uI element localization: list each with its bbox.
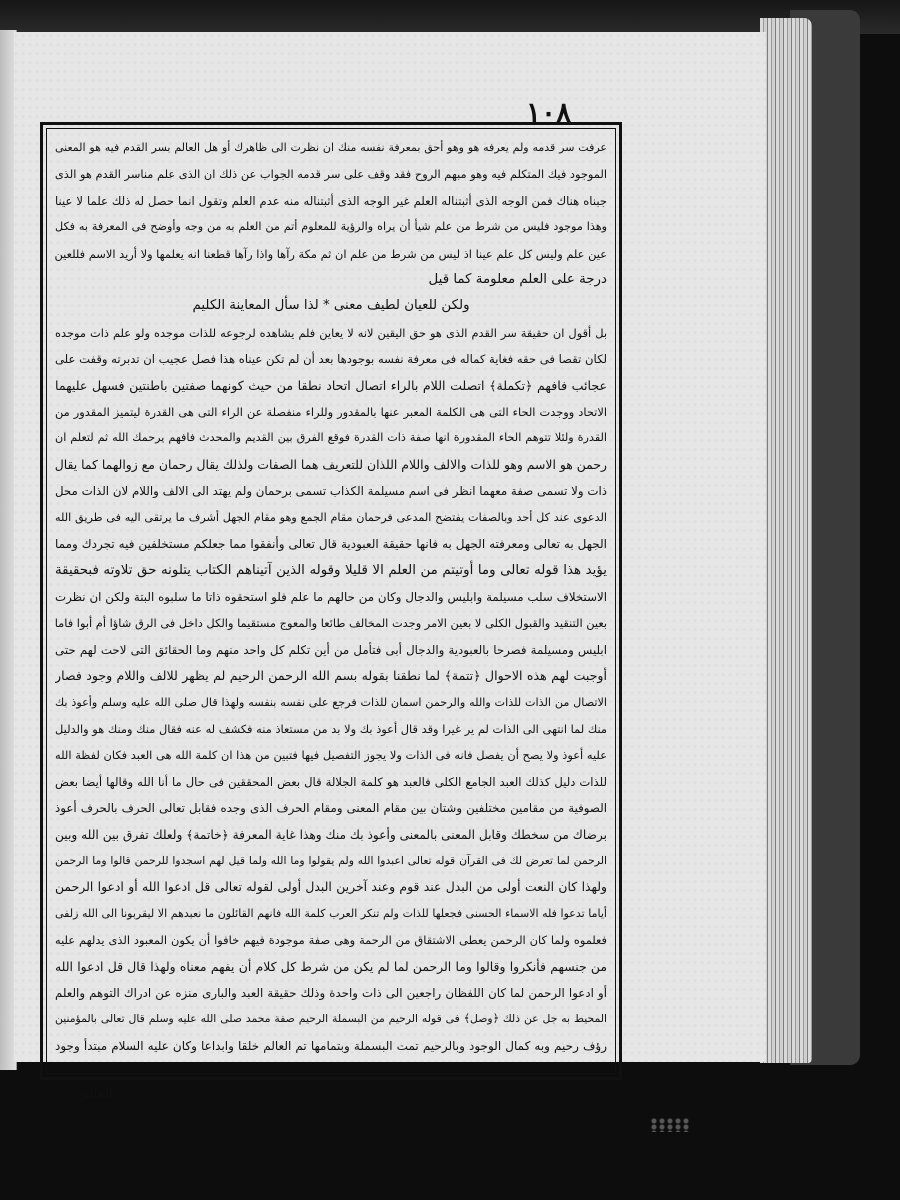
text-frame	[40, 122, 622, 1080]
text-line: فعلموه ولما كان الرحمن يعطى الاشتقاق من الرحمة وهى صفة موجودة فيهم خافوا أن يكون المعبود الذى يدلهم عليه	[55, 933, 607, 948]
text-line: الجهل به تعالى ومعرفته الجهل به فانها حقيقة العبودية قال تعالى وأنفقوا مما جعلكم مستخلفين فيه تجردك ومما	[55, 537, 607, 552]
text-line: القدرة ولئلا تتوهم الحاء المقدورة انها صفة ذات القدرة فوقع الفرق بين القديم والمحدث فافهم يرحمك الله ثم لتعلم ان	[55, 431, 607, 445]
text-line: الاتصال من الذات للذات والله والرحمن اسمان للذات فرجع على نفسه بنفسه ولهذا قال صلى الله عليه وسلم وأعوذ بك	[55, 695, 607, 709]
text-line: أو ادعوا الرحمن لما كان اللفظان راجعين الى ذات واحدة وذلك حقيقة العبد والبارى منزه عن ادراك التوهم والعلم	[55, 986, 607, 1000]
text-line: للذات دليل كذلك العبد الجامع الكلى فالعبد هو كلمة الجلالة قال بعض المحققين فى حال ما أنا الله وقالها أيضا بعض	[55, 774, 607, 789]
text-line: جبناه هناك فمن الوجه الذى أثبتناله العلم غير الوجه الذى أثبتناله منه عدم العلم وتقول انما حصل له ذلك علما لا عينا	[55, 193, 607, 208]
text-line: ابليس ومسيلمة فصرحا بالعبودية والدجال أبى فتأمل من أين تكلم كل واحد منهم وما الحقائق التى لاحت لهم حتى	[55, 642, 607, 657]
page-edges	[760, 18, 812, 1063]
text-line: عين علم وليس كل علم عينا اذ ليس من شرط من علم ان ثم مكة رآها واذا رآها قطعنا انه يعلمها ولا أريد الاسم فللعين	[55, 246, 607, 261]
text-line: أوجبت لهم هذه الاحوال ﴿تتمة﴾ لما نطقنا بقوله بسم الله الرحمن الرحيم لم يظهر للالف واللام وجود فصار	[55, 668, 607, 684]
text-line: ذات ولا تسمى صفة معهما انظر فى اسم مسيلمة الكذاب تسمى برحمان ولم يهتد الى الالف واللام لان الذات محل	[55, 484, 607, 499]
text-line: عجائب فافهم ﴿تكملة﴾ اتصلت اللام بالراء اتصال اتحاد نطقا من حيث كونهما صفتين باطنتين فسهل عليهما	[55, 377, 607, 393]
text-line: من جنسهم فأنكروا وقالوا وما الرحمن لما لم يكن من شرط كل كلام أن يفهم معناه ولهذا قال قل ادعوا الله	[55, 958, 607, 974]
catchword: العالم	[80, 1086, 113, 1102]
text-line: منك لما انتهى الى الذات لم ير غيرا وقد قال أعوذ بك ولا بد من مستعاذ منه فكشف له عنه فقال منك ومنك هو والدليل	[55, 721, 607, 736]
text-line: برضاك من سخطك وقابل المعنى بالمعنى وأعوذ بك منك وهذا غاية المعرفة ﴿خاتمة﴾ ولعلك تفرق بين الله وبين	[55, 827, 607, 842]
poem-verse: ولكن للعيان لطيف معنى * لذا سأل المعاينة الكليم	[192, 298, 470, 314]
text-line: الدعوى عند كل أحد وبالصفات يفتضح المدعى فرحمان مقام الجمع وهو مقام الجهل أشرف ما يرتقى اليه فى طريق الله	[55, 510, 607, 524]
paper-stain	[650, 1118, 690, 1132]
text-line: الصوفية من مقامين مختلفين وشتان بين مقام المعنى ومقام الحرف الذى وجده فقابل تعالى الحرف بالحرف أعوذ	[55, 801, 607, 816]
text-line: عليه أعوذ ولا يصح أن يفصل فانه فى الذات ولا يجوز التفصيل فيها فتبين من هذا ان كلمة الله هى العبد فكان لفظة الله	[55, 748, 607, 763]
text-line: رحمن هو الاسم وهو للذات والالف واللام اللذان للتعريف هما الصفات ولذلك يقال رحمان مع زوالهما كما يقال	[55, 456, 607, 472]
text-line: بل أقول ان حقيقة سر القدم الذى هو حق اليقين لانه لا يعاين فلم يشاهده لرجوعه للذات موجده ولو علم ذات موجده	[55, 325, 607, 340]
text-line: لكان تقصا فى حقه فغاية كماله فى معرفة نفسه بوجودها بعد أن لم تكن عيناه هذا فصل عجيب ان تدبرته وقفت على	[55, 352, 607, 367]
text-line: الاستخلاف سلب مسيلمة وابليس والدجال وكان من حالهم ما علم فلو استحقوه ذاتا ما سلبوه البتة ولكن ان نظرت	[55, 589, 607, 604]
text-line: أياما تدعوا فله الاسماء الحسنى فجعلها للذات ولم تنكر العرب كلمة الله فانهم القائلون ما نعبدهم الا ليقربونا الى الله زلفى	[55, 906, 607, 920]
text-line: الرحمن لما تعرض لك فى القرآن قوله تعالى اعبدوا الله ولم يقولوا وما الله ولما قيل لهم اسجدوا للرحمن قالوا وما الرحمن	[55, 853, 607, 867]
text-line: درجة على العلم معلومة كما قيل	[428, 272, 607, 288]
text-line: يؤيد هذا قوله تعالى وما أوتيتم من العلم الا قليلا وقوله الذين آتيناهم الكتاب يتلونه حق تلاوته فبحقيقة	[55, 562, 607, 578]
page-number: ١٠٨	[526, 96, 572, 129]
page-text	[55, 135, 607, 1059]
text-line: رؤف رحيم وبه كمال الوجود وبالرحيم تمت البسملة وبتمامها تم العالم خلقا وابداعا وكان عليه السلام مبتدأ وجود	[55, 1038, 607, 1053]
text-line: الاتحاد ووجدت الحاء التى هى الكلمة المعبر عنها بالمقدور وللراء منفصلة عن الراء التى هى القدرة ليتميز المقدور من	[55, 405, 607, 420]
text-line: ولهذا كان النعت أولى من البدل عند قوم وعند آخرين البدل أولى لقوله تعالى قل ادعوا الله أو ادعوا الرحمن	[55, 879, 607, 895]
text-frame-inner	[46, 128, 616, 1074]
text-line: الموجود فيك المتكلم فيه وهو مبهم الروح فقد وقف على سر قدمه الجواب عن ذلك ان الذى علم مناسر القدم هو الذى	[55, 167, 607, 182]
text-line: بعين التنقيد والقبول الكلى لا بعين الامر وجدت المخالف طائعا والمعوج مستقيما والكل داخل فى الرق شاؤا أم أبوا فاما	[55, 616, 607, 631]
text-line: المحيط به جل عن ذلك ﴿وصل﴾ فى قوله الرحيم من البسملة الرحيم صفة محمد صلى الله عليه وسلم قال تعالى بالمؤمنين	[55, 1012, 607, 1026]
text-line: وهذا موجود فليس من شرط من علم شيأ أن يراه والرؤية للمعلوم أتم من العلم به من وجه وأوضح فى المعرفة به فكل	[55, 220, 607, 234]
text-line: عرفت سر قدمه ولم يعرفه هو وهو أحق بمعرفة نفسه منك ان نظرت الى ظاهرك أو هل العالم بسر القدم فيه هو المعنى	[55, 141, 607, 154]
